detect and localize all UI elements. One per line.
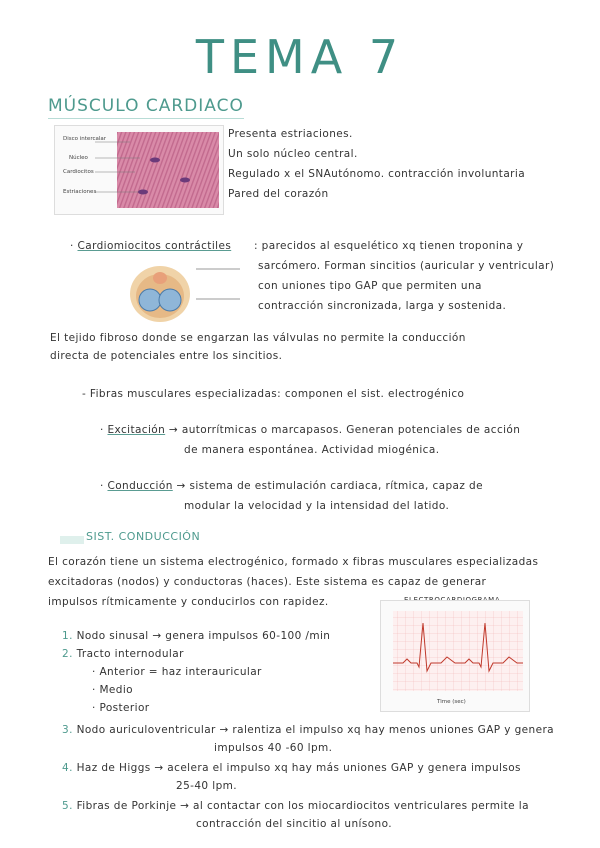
conduccion-text-2: modular la velocidad y la intensidad del latido. [184, 500, 450, 512]
ecg-axis-label: Time (sec) [437, 699, 466, 705]
list-item-2: 2. Tracto internodular [62, 648, 184, 660]
excitacion-line: · Excitación → autorrítmicas o marcapasos. Generan potenciales de acción [100, 424, 521, 436]
ecg-figure [380, 600, 530, 712]
cardiac-muscle-figure [54, 125, 224, 215]
page-title: TEMA 7 [195, 30, 405, 84]
ecg-illustration [381, 601, 529, 711]
excitacion-term: Excitación [107, 424, 166, 436]
conduccion-line: · Conducción → sistema de estimulación cardiaca, rítmica, capaz de [100, 480, 483, 492]
fibroso-line-2: directa de potenciales entre los sincitios. [50, 350, 283, 362]
conduccion-text-1: → sistema de estimulación cardiaca, rítmica, capaz de [176, 480, 483, 492]
cardio-bullet: · [70, 240, 74, 252]
list-item-2b: · Medio [92, 684, 134, 696]
conduccion-intro-2: excitadoras (nodos) y conductoras (haces). Este sistema es capaz de generar [48, 576, 487, 588]
section-heading-conduccion: SIST. CONDUCCIÓN [86, 530, 201, 543]
list-item-3-cont: impulsos 40 -60 lpm. [214, 742, 333, 754]
list-item-5-cont: contracción del sincitio al unísono. [196, 818, 392, 830]
list-item-3: 3. Nodo auriculoventricular → ralentiza el impulso xq hay menos uniones GAP y genera [62, 724, 554, 736]
heart-illustration [118, 258, 248, 326]
muscle-fact-2: Un solo núcleo central. [228, 148, 358, 160]
excitacion-text-2: de manera espontánea. Actividad miogénica. [184, 444, 440, 456]
muscle-fact-1: Presenta estriaciones. [228, 128, 353, 140]
fibroso-line-1: El tejido fibroso donde se engarzan las válvulas no permite la conducción [50, 332, 466, 344]
fibras-especializadas: - Fibras musculares especializadas: componen el sist. electrogénico [82, 388, 465, 400]
heart-cross-section-figure [118, 258, 248, 326]
muscle-fact-4: Pared del corazón [228, 188, 329, 200]
cardio-text-3: con uniones tipo GAP que permiten una [258, 280, 482, 292]
conduccion-intro-3: impulsos rítmicamente y conducirlos con rapidez. [48, 596, 329, 608]
list-item-4: 4. Haz de Higgs → acelera el impulso xq hay más uniones GAP y genera impulsos [62, 762, 521, 774]
list-item-2a: · Anterior = haz interauricular [92, 666, 262, 678]
section-marker [60, 536, 84, 544]
figure-label-cardiocitos: Cardiocitos [63, 169, 94, 175]
cardio-text-2: sarcómero. Forman sincitios (auricular y ventricular) [258, 260, 555, 272]
figure-label-disco: Disco intercalar [63, 136, 107, 142]
excitacion-text-1: → autorrítmicas o marcapasos. Generan potenciales de acción [168, 424, 521, 436]
list-item-5: 5. Fibras de Porkinje → al contactar con los miocardiocitos ventriculares permite la [62, 800, 529, 812]
list-item-2c: · Posterior [92, 702, 150, 714]
conduccion-term: Conducción [107, 480, 173, 492]
cardio-text-4: contracción sincronizada, larga y sostenida. [258, 300, 507, 312]
conduccion-intro-1: El corazón tiene un sistema electrogénico, formado x fibras musculares especializadas [48, 556, 539, 568]
cardio-term-line [70, 236, 231, 256]
section-heading-musculo: MÚSCULO CARDIACO [48, 96, 244, 119]
muscle-fact-3: Regulado x el SNAutónomo. contracción involuntaria [228, 168, 526, 180]
list-item-1: 1. Nodo sinusal → genera impulsos 60-100 /min [62, 630, 331, 642]
figure-label-nucleo: Núcleo [69, 155, 88, 161]
figure-label-estriaciones: Estriaciones [63, 189, 97, 195]
cardio-term: Cardiomiocitos contráctiles [77, 240, 232, 252]
cardio-text-1: : parecidos al esquelético xq tienen troponina y [254, 240, 524, 252]
list-item-4-cont: 25-40 lpm. [176, 780, 237, 792]
